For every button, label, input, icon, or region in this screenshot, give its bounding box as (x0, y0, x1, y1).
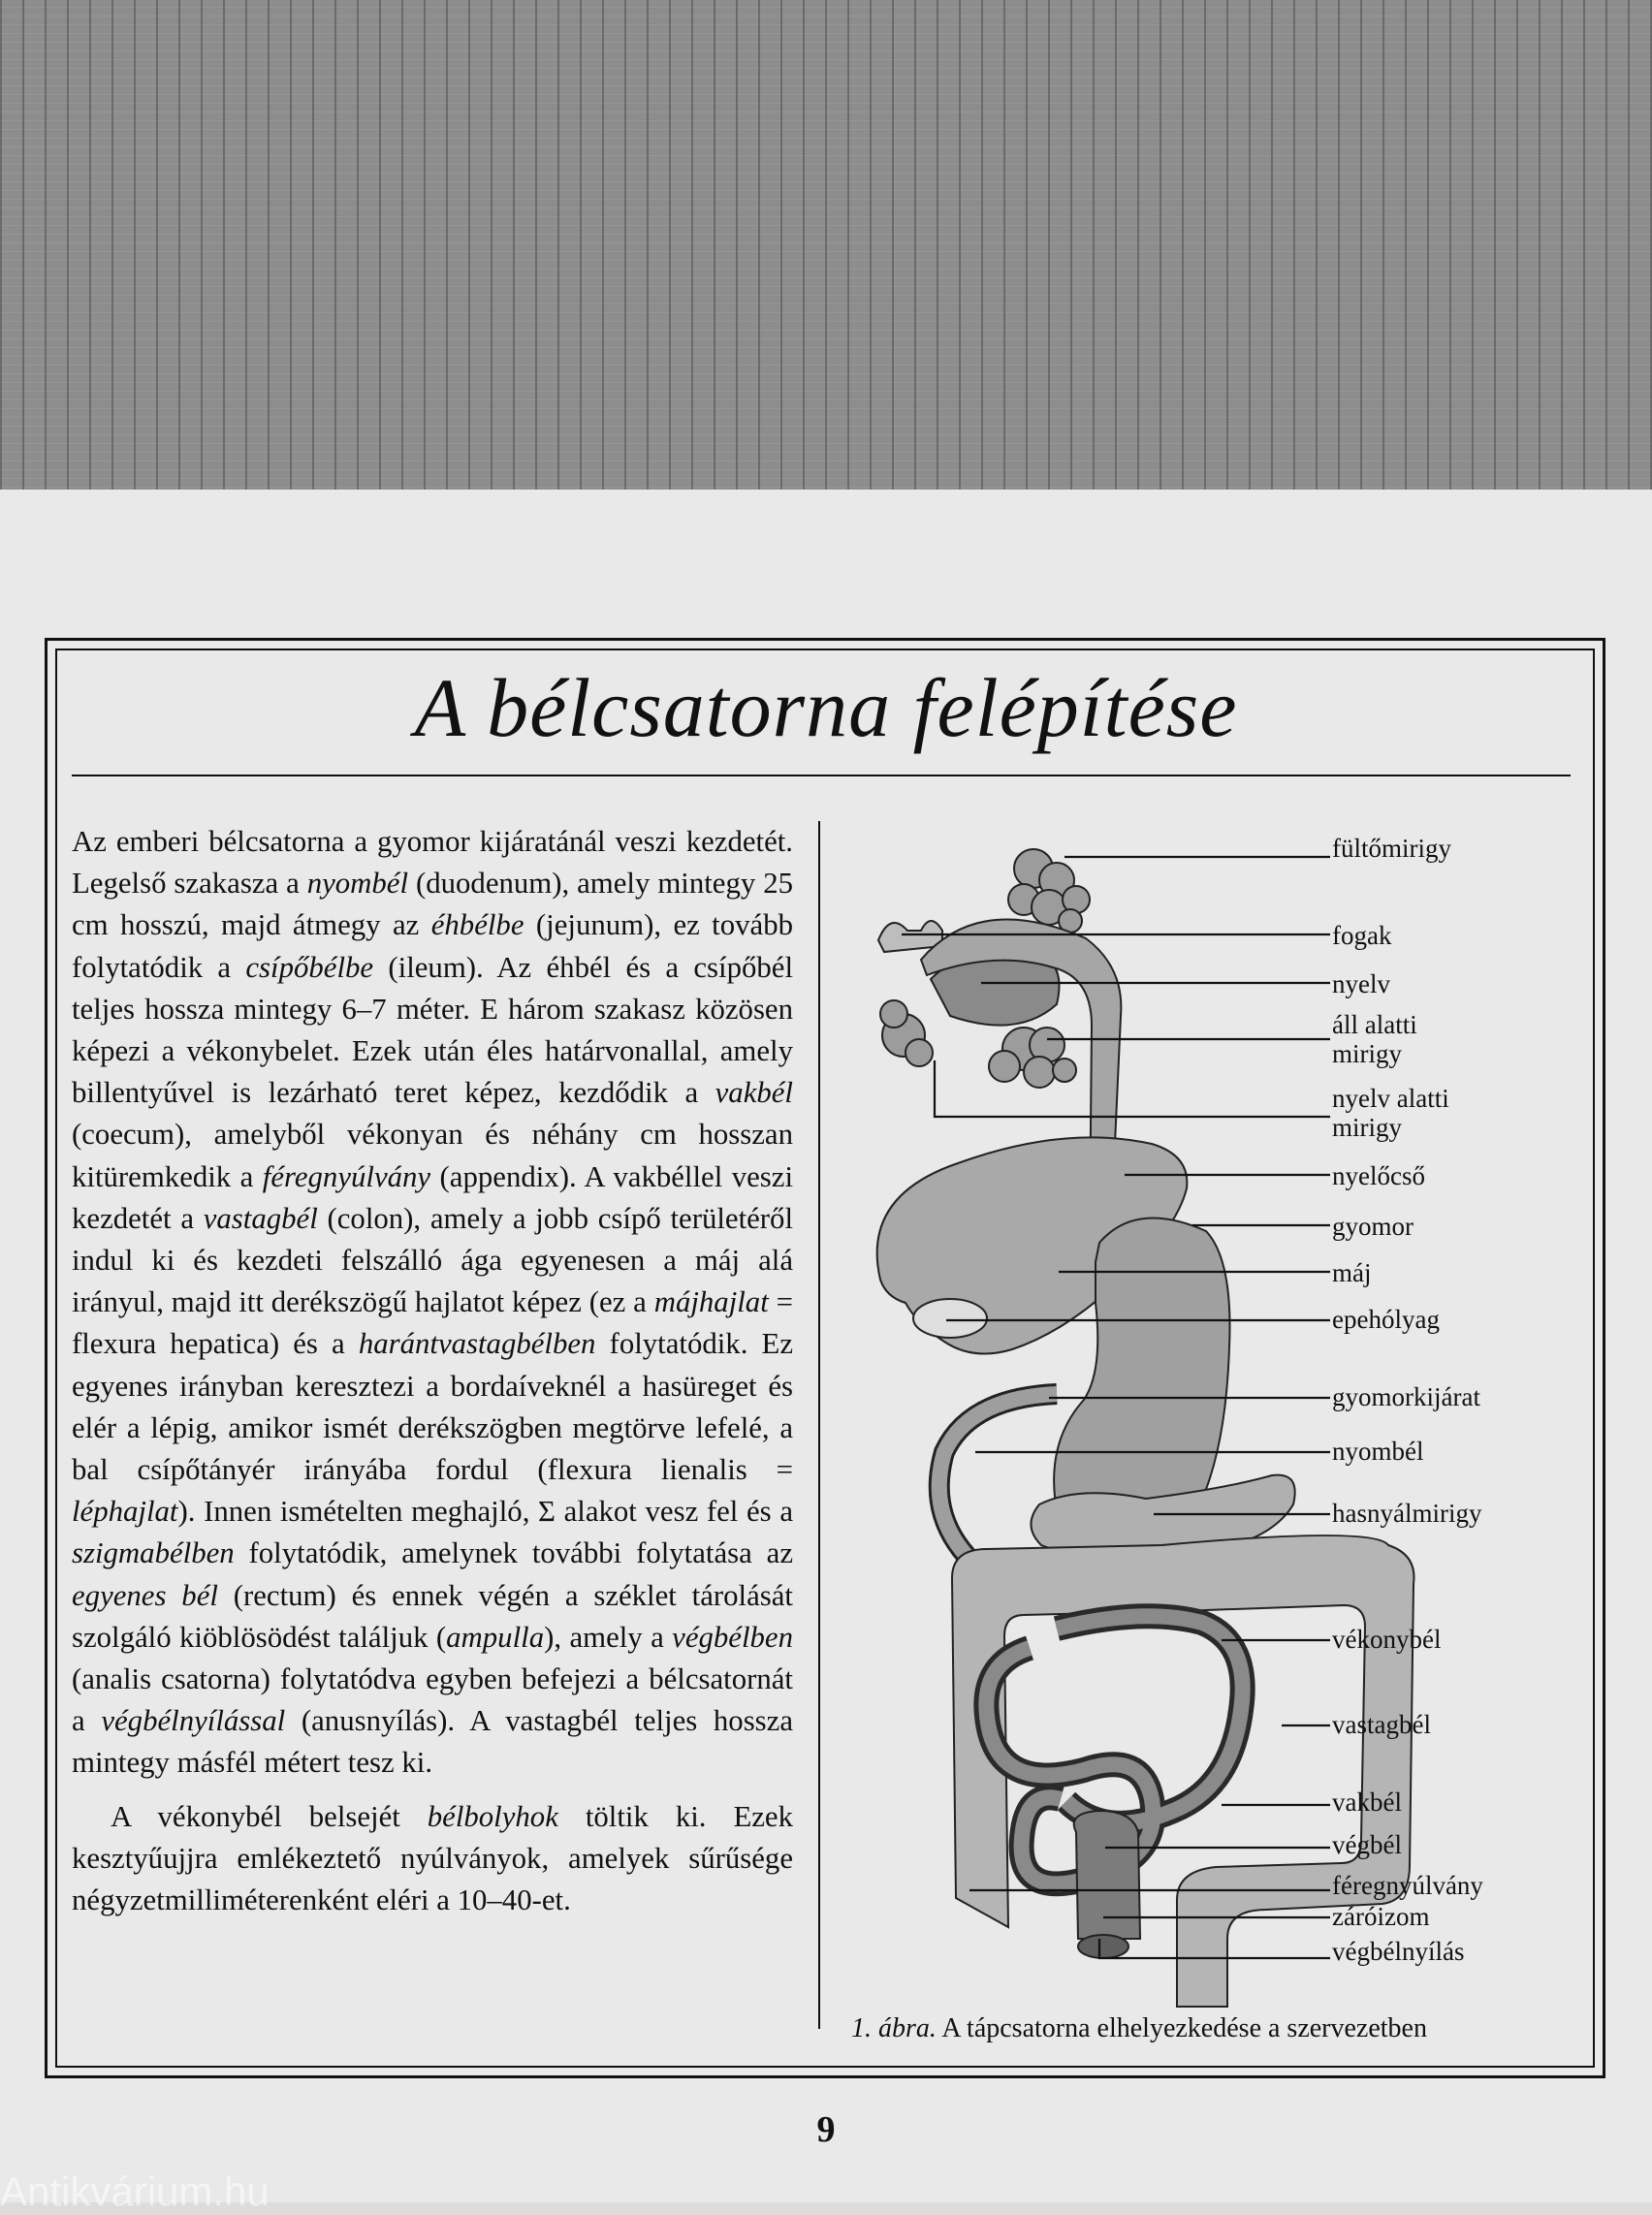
text-run: A vékonybél belsejét (111, 1799, 428, 1833)
caption-number: 1. ábra. (851, 2013, 937, 2043)
italic-term: bélbolyhok (427, 1799, 558, 1833)
italic-term: csípőbélbe (245, 950, 374, 984)
body-paragraph (72, 1796, 793, 1922)
label-all-alatti-2: mirigy (1332, 1039, 1402, 1068)
rectum-shape (1074, 1811, 1140, 1939)
italic-term: egyenes bél (72, 1578, 218, 1612)
label-nyelv: nyelv (1332, 969, 1390, 998)
label-vegbel: végbél (1332, 1830, 1402, 1859)
title-rule (72, 775, 1571, 776)
body-paragraph (72, 821, 793, 1785)
submandibular-gland-shape (880, 1000, 933, 1066)
italic-term: végbélben (672, 1620, 793, 1654)
label-fogak: fogak (1332, 921, 1392, 950)
text-run: = flexura hepatica) és a (72, 1285, 793, 1361)
figure-caption (851, 2013, 1588, 2044)
text-run: (ileum). Az éhbél és a csípőbél teljes hossza mintegy 6–7 méter. E három szakasz közösen képezi a vékonybelet. Ezek után éles határvonallal, amely billentyűvel is lezárható teret képez, kezdődik a (72, 950, 793, 1110)
text-run: töltik ki. Ezek kesztyűujjra emlékeztető nyúlványok, amelyek sűrűsége négyzetmilliméterenként eléri a 10–40-et. (72, 1799, 793, 1917)
gallbladder-shape (913, 1299, 987, 1338)
text-run: ), amely a (544, 1620, 673, 1654)
text-run: (coecum), amelyből vékonyan és néhány cm hosszan kitüremkedik a (72, 1118, 793, 1193)
italic-term: nyombél (306, 867, 409, 901)
text-run: (analis csatorna) folytatódva egyben befejezi a bélcsatornát a (72, 1662, 793, 1738)
anal-sphincter-shape (1078, 1935, 1128, 1958)
text-run: Az emberi bélcsatorna a gyomor kijáratánál veszi kezdetét. Legelső szakasza a (72, 825, 793, 901)
column-divider (818, 821, 820, 2029)
label-vekonybel: vékonybél (1332, 1625, 1442, 1654)
label-nyombel: nyombél (1332, 1437, 1424, 1466)
text-run: ). Innen ismételten meghajló, Σ alakot vesz fel és a (177, 1495, 793, 1529)
label-all-alatti-1: áll alatti (1332, 1010, 1417, 1039)
watermark: Antikvárium.hu (0, 2168, 270, 2214)
caption-text: A tápcsatorna elhelyezkedése a szervezetben (941, 2013, 1427, 2043)
italic-term: végbélnyílással (101, 1704, 286, 1738)
italic-term: vastagbél (203, 1201, 318, 1235)
label-epeholyag: epehólyag (1332, 1305, 1440, 1334)
text-run: (jejunum), ez tovább folytatódik a (72, 908, 794, 984)
body-text-column (72, 821, 793, 1921)
italic-term: léphajlat (72, 1495, 178, 1529)
italic-term: féregnyúlvány (262, 1159, 431, 1193)
label-zaroizom: záróizom (1332, 1902, 1430, 1931)
label-nyelocso: nyelőcső (1332, 1161, 1425, 1190)
label-nyelv-alatti-2: mirigy (1332, 1113, 1402, 1142)
text-run: folytatódik. Ez egyenes irányban keresztezi a bordaíveknél a hasüreget és elér a lépig, amikor ismét derékszögben megtörve lefelé, a bal csípőtányér irányába fordul (flexura lienalis = (72, 1327, 793, 1487)
label-gyomor: gyomor (1332, 1212, 1414, 1241)
label-vegbelnyilas: végbélnyílás (1332, 1937, 1465, 1966)
label-vastagbel: vastagbél (1332, 1710, 1431, 1739)
label-hasnyalmirigy: hasnyálmirigy (1332, 1499, 1482, 1528)
text-run: (anusnyílás). A vastagbél teljes hossza mintegy másfél métert tesz ki. (72, 1704, 793, 1780)
page-title: A bélcsatorna felépítése (414, 661, 1238, 754)
italic-term: vakbél (715, 1076, 793, 1110)
text-run: (colon), amely a jobb csípő területéről indul ki és kezdeti felszálló ága egyenesen a máj alá irányul, majd itt derékszögű hajlatot képez (ez a (72, 1201, 794, 1319)
page-number: 9 (816, 2109, 836, 2150)
italic-term: harántvastagbélben (358, 1327, 596, 1361)
background-surface (0, 0, 1652, 496)
text-run: (rectum) és ennek végén a széklet tárolását szolgáló kiöblösödést találjuk ( (72, 1578, 793, 1654)
italic-term: szigmabélben (72, 1536, 235, 1570)
text-run: (appendix). A vakbéllel veszi kezdetét a (72, 1159, 794, 1235)
label-fultomirigy: fültőmirigy (1332, 834, 1451, 863)
digestive-tract-diagram (834, 824, 1600, 2016)
label-nyelv-alatti-1: nyelv alatti (1332, 1084, 1449, 1113)
label-maj: máj (1332, 1258, 1372, 1287)
label-gyomorkijarat: gyomorkijárat (1332, 1382, 1480, 1411)
sublingual-gland-shape (989, 1028, 1076, 1088)
text-run: (duodenum), amely mintegy 25 cm hosszú, majd átmegy az (72, 867, 793, 942)
italic-term: májhajlat (653, 1285, 769, 1319)
label-vakbel: vakbél (1332, 1788, 1402, 1817)
italic-term: éhbélbe (430, 908, 524, 942)
label-feregnyulvany: féregnyúlvány (1332, 1871, 1483, 1900)
italic-term: ampulla (446, 1620, 545, 1654)
text-run: folytatódik, amelynek további folytatása az (234, 1536, 793, 1570)
